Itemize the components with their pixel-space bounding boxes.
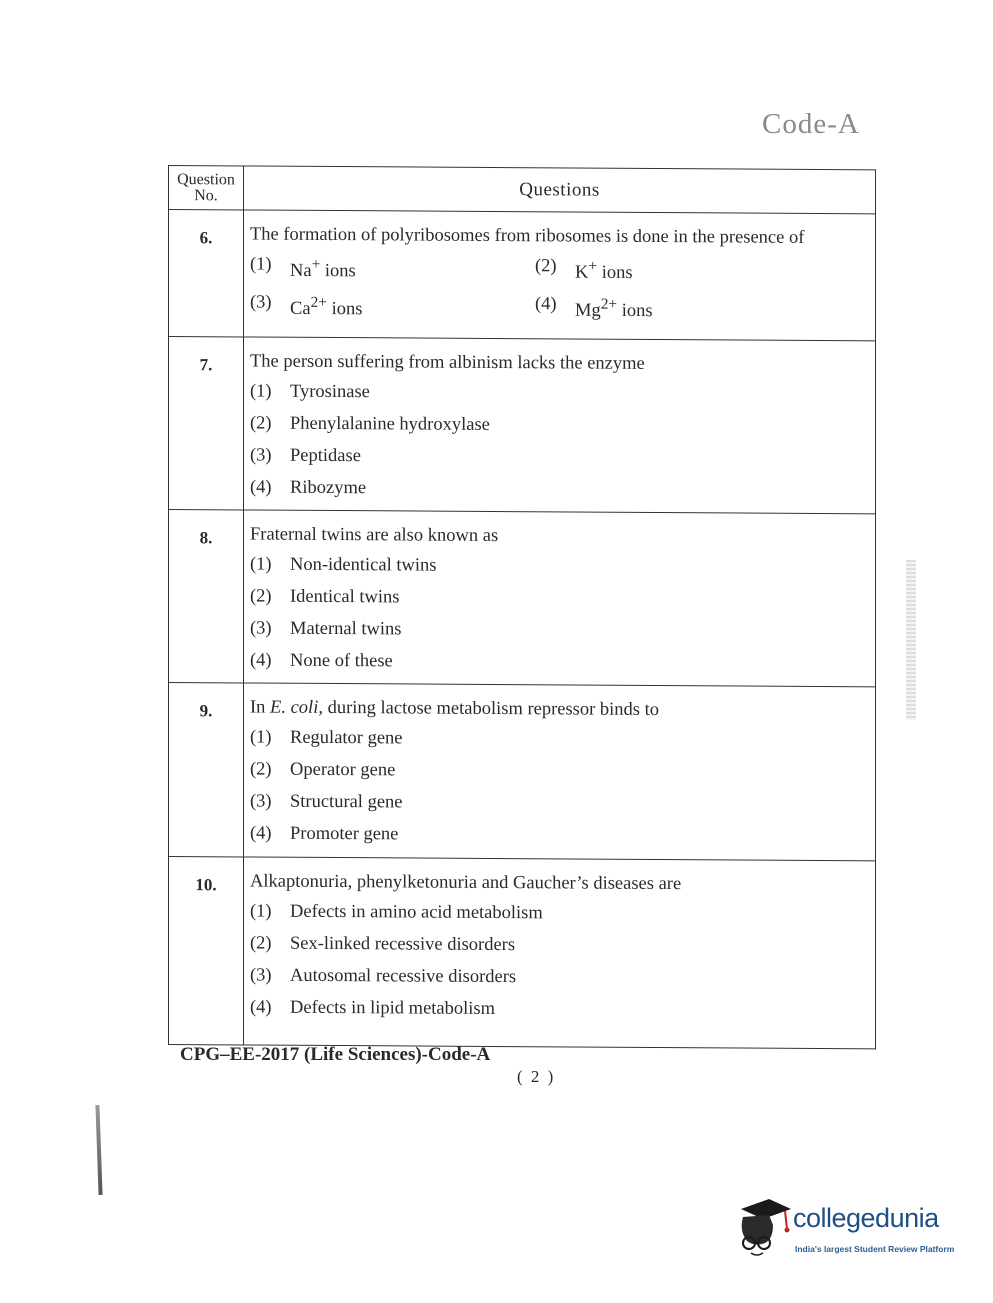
option-4: (4) Ribozyme <box>250 477 367 499</box>
mascot-icon <box>735 1195 795 1263</box>
option-1: (1) Non-identical twins <box>250 554 437 576</box>
question-number: 6. <box>169 210 244 337</box>
option-2: (2) K+ ions <box>535 256 633 283</box>
question-no-header: Question No. <box>169 166 244 210</box>
question-table <box>168 165 876 1049</box>
option-4: (4) Promoter gene <box>250 823 399 845</box>
option-3: (3) Autosomal recessive disorders <box>250 965 517 988</box>
option-1: (1) Defects in amino acid metabolism <box>250 901 543 924</box>
option-2: (2) Phenylalanine hydroxylase <box>250 413 490 435</box>
question-row-6 <box>169 210 876 341</box>
question-row-8 <box>169 510 876 687</box>
logo-wordmark: collegedunia <box>793 1203 939 1233</box>
question-number: 9. <box>169 683 244 857</box>
option-1: (1) Regulator gene <box>250 727 403 749</box>
question-text: Alkaptonuria, phenylketonuria and Gaucher’s diseases are <box>250 871 682 895</box>
option-3: (3) $Ca^{2+}$ ions <box>250 292 363 320</box>
scan-margin-artifact <box>95 1105 102 1195</box>
question-body <box>244 857 876 1049</box>
question-body <box>244 210 876 341</box>
question-body <box>244 337 876 514</box>
question-row-10 <box>169 857 876 1049</box>
question-row-7 <box>169 337 876 514</box>
option-4: (4) None of these <box>250 650 393 672</box>
option-3: (3) Peptidase <box>250 445 361 467</box>
logo-tagline: India's largest Student Review Platform <box>795 1244 955 1254</box>
option-1: (1) Tyrosinase <box>250 381 370 403</box>
question-row-9 <box>169 683 876 861</box>
option-2: (2) Operator gene <box>250 759 396 781</box>
table-header-row <box>169 166 876 214</box>
options-grid <box>250 249 869 329</box>
paper-code-label: Code-A <box>762 108 860 140</box>
option-4: (4) $Mg^{2+}$ ions <box>535 294 653 322</box>
question-number: 8. <box>169 510 244 683</box>
questions-header: Questions <box>244 166 876 214</box>
page-number: ( 2 ) <box>517 1067 556 1086</box>
option-3: (3) Maternal twins <box>250 618 402 640</box>
scan-edge-artifact <box>906 560 916 720</box>
option-3: (3) Structural gene <box>250 791 403 813</box>
option-2: (2) Sex-linked recessive disorders <box>250 933 516 956</box>
question-number: 7. <box>169 337 244 510</box>
question-text: The person suffering from albinism lacks the enzyme <box>250 351 645 374</box>
question-text: In E. coli, during lactose metabolism repressor binds to <box>250 697 659 720</box>
option-2: (2) Identical twins <box>250 586 400 608</box>
question-text: Fraternal twins are also known as <box>250 524 499 547</box>
option-4: (4) Defects in lipid metabolism <box>250 997 495 1019</box>
collegedunia-logo <box>735 1195 965 1265</box>
question-body <box>244 683 876 861</box>
option-1: (1) Na+ ions <box>250 254 356 282</box>
question-body <box>244 510 876 687</box>
footer-paper-code: CPG–EE-2017 (Life Sciences)-Code-A <box>180 1044 491 1065</box>
question-number: 10. <box>169 857 244 1045</box>
question-text: The formation of polyribosomes from ribosomes is done in the presence of <box>250 224 805 248</box>
